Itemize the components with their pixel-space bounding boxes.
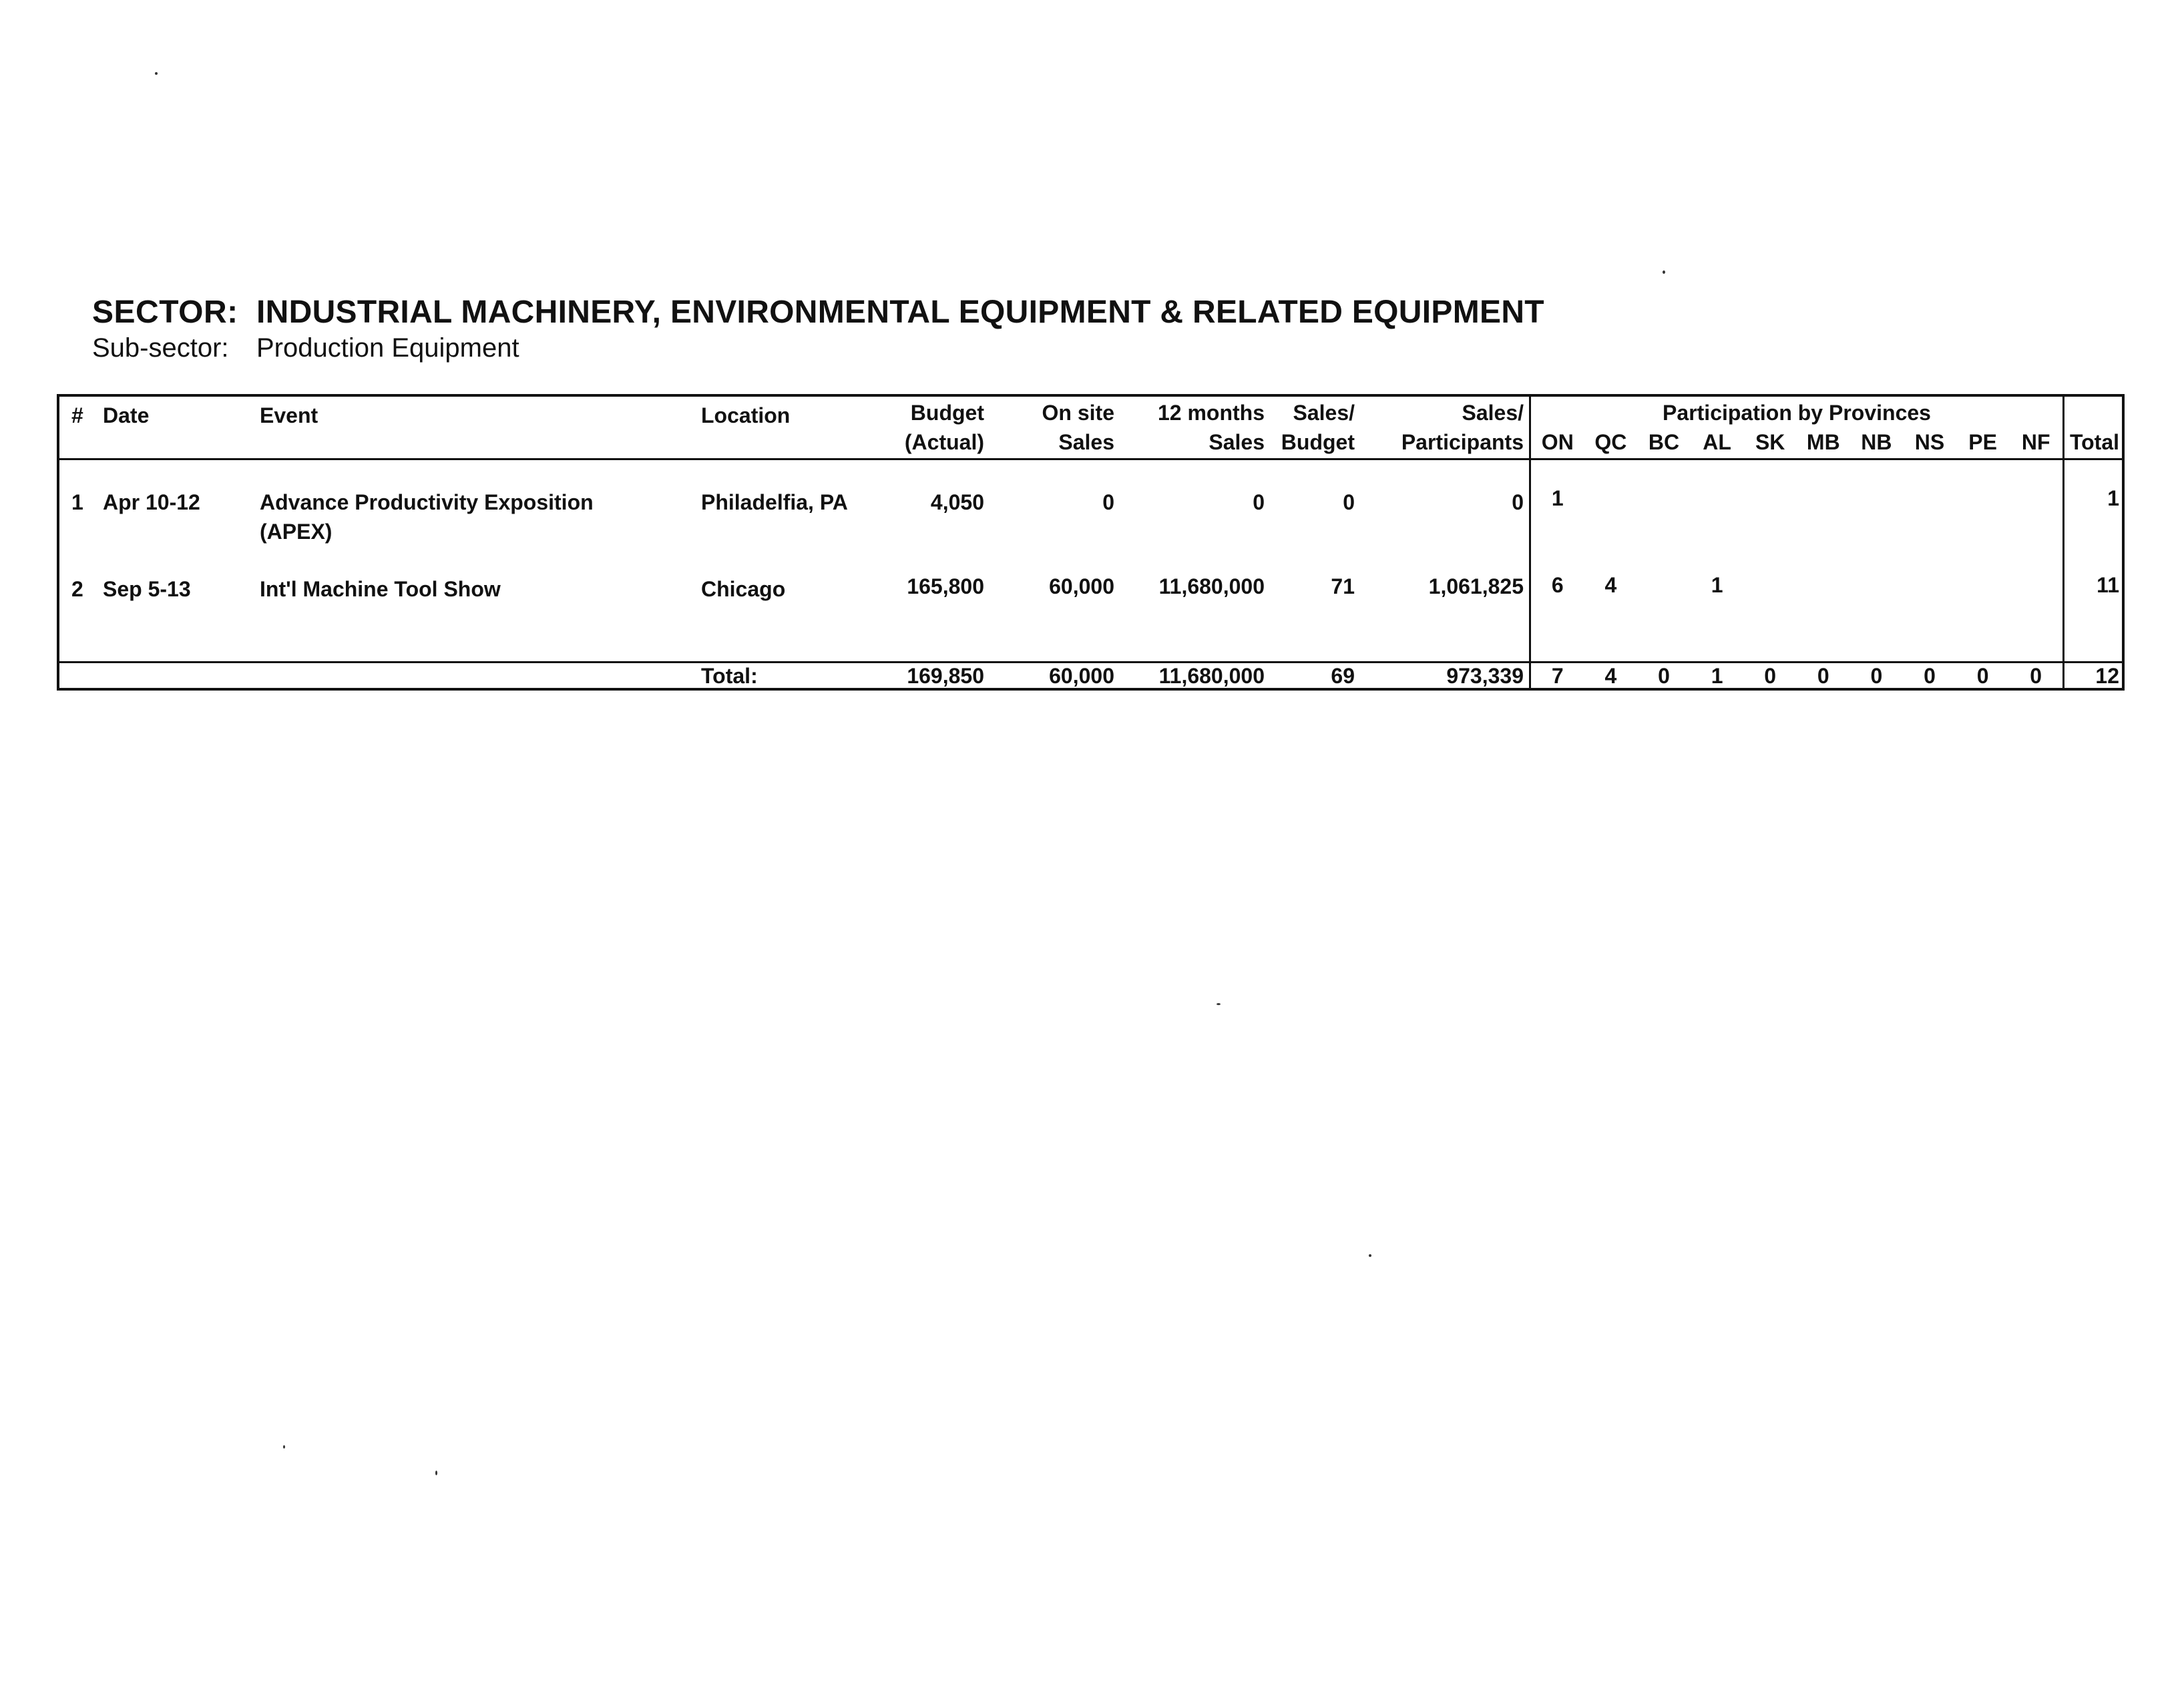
header-province-ns: NS [1914, 430, 1945, 454]
totals-label: Total: [701, 664, 758, 688]
header-participation: Participation by Provinces [1663, 401, 1931, 425]
document-heading [92, 294, 1544, 363]
row-event-line2: (APEX) [260, 520, 333, 544]
sector-label: SECTOR: [92, 295, 238, 330]
totals-province-nb: 0 [1870, 664, 1883, 688]
totals-province-sk: 0 [1764, 664, 1777, 688]
totals-province-nf: 0 [2030, 664, 2042, 688]
row-number: 2 [71, 577, 83, 601]
scan-speck [1217, 1003, 1221, 1005]
totals-sales-participants: 973,339 [1446, 664, 1524, 688]
row-province-qc: 4 [1604, 573, 1617, 597]
row-budget: 4,050 [930, 490, 984, 514]
header-sales-participants-sub: Participants [1401, 430, 1524, 454]
scan-speck [1369, 1254, 1371, 1257]
scan-speck [1663, 270, 1665, 274]
header-12months-sub: Sales [1209, 430, 1265, 454]
row-sales-budget: 71 [1331, 574, 1355, 598]
row-12month-sales: 11,680,000 [1158, 574, 1265, 598]
header-sales-budget: Sales/ [1293, 401, 1355, 425]
header-location: Location [701, 403, 791, 427]
header-divider [59, 458, 2122, 460]
subsector-title: Production Equipment [256, 333, 519, 363]
subsector-row [92, 333, 1544, 363]
row-budget: 165,800 [907, 574, 984, 598]
row-total: 11 [2097, 573, 2119, 597]
row-location: Philadelfia, PA [701, 490, 848, 514]
row-onsite-sales: 60,000 [1049, 574, 1114, 598]
header-province-qc: QC [1594, 430, 1627, 454]
row-sales-budget: 0 [1343, 490, 1355, 514]
row-event: Advance Productivity Exposition [260, 490, 594, 514]
events-table [57, 394, 2125, 691]
totals-sales-budget: 69 [1331, 664, 1355, 688]
row-province-on: 6 [1551, 573, 1564, 597]
row-date: Sep 5-13 [103, 577, 191, 601]
header-sales-participants: Sales/ [1462, 401, 1524, 425]
header-province-bc: BC [1648, 430, 1680, 454]
header-province-pe: PE [1968, 430, 1997, 454]
row-total: 1 [2107, 486, 2119, 510]
header-province-mb: MB [1806, 430, 1840, 454]
header-12months: 12 months [1157, 401, 1265, 425]
totals-province-al: 1 [1711, 664, 1723, 688]
header-province-nf: NF [2021, 430, 2050, 454]
header-event: Event [260, 403, 318, 427]
row-location: Chicago [701, 577, 786, 601]
row-12month-sales: 0 [1253, 490, 1265, 514]
scan-speck [155, 72, 158, 75]
header-budget-sub: (Actual) [904, 430, 984, 454]
scan-speck [435, 1471, 437, 1475]
totals-total: 12 [2095, 664, 2119, 688]
totals-province-qc: 4 [1604, 664, 1617, 688]
row-number: 1 [71, 490, 83, 514]
header-budget: Budget [910, 401, 984, 425]
header-province-al: AL [1703, 430, 1731, 454]
sector-title: INDUSTRIAL MACHINERY, ENVIRONMENTAL EQUIPMENT & RELATED EQUIPMENT [256, 295, 1544, 330]
header-onsite: On site [1042, 401, 1114, 425]
scan-speck [283, 1445, 285, 1449]
row-province-on: 1 [1551, 486, 1564, 510]
totals-onsite-sales: 60,000 [1049, 664, 1114, 688]
subsector-label: Sub-sector: [92, 333, 229, 363]
row-event: Int'l Machine Tool Show [260, 577, 501, 601]
totals-province-mb: 0 [1817, 664, 1829, 688]
totals-budget: 169,850 [907, 664, 984, 688]
totals-province-ns: 0 [1924, 664, 1936, 688]
header-number: # [71, 403, 83, 427]
header-province-nb: NB [1861, 430, 1892, 454]
totals-province-pe: 0 [1976, 664, 1989, 688]
totals-province-bc: 0 [1658, 664, 1670, 688]
row-sales-participants: 0 [1512, 490, 1524, 514]
row-province-al: 1 [1711, 573, 1723, 597]
row-date: Apr 10-12 [103, 490, 200, 514]
header-province-sk: SK [1755, 430, 1785, 454]
header-total: Total [2069, 430, 2119, 454]
row-onsite-sales: 0 [1102, 490, 1114, 514]
header-date: Date [103, 403, 150, 427]
header-onsite-sub: Sales [1058, 430, 1114, 454]
totals-province-on: 7 [1551, 664, 1564, 688]
header-sales-budget-sub: Budget [1281, 430, 1355, 454]
sector-row [92, 294, 1544, 331]
row-sales-participants: 1,061,825 [1428, 574, 1524, 598]
header-province-on: ON [1541, 430, 1574, 454]
totals-12month-sales: 11,680,000 [1158, 664, 1265, 688]
